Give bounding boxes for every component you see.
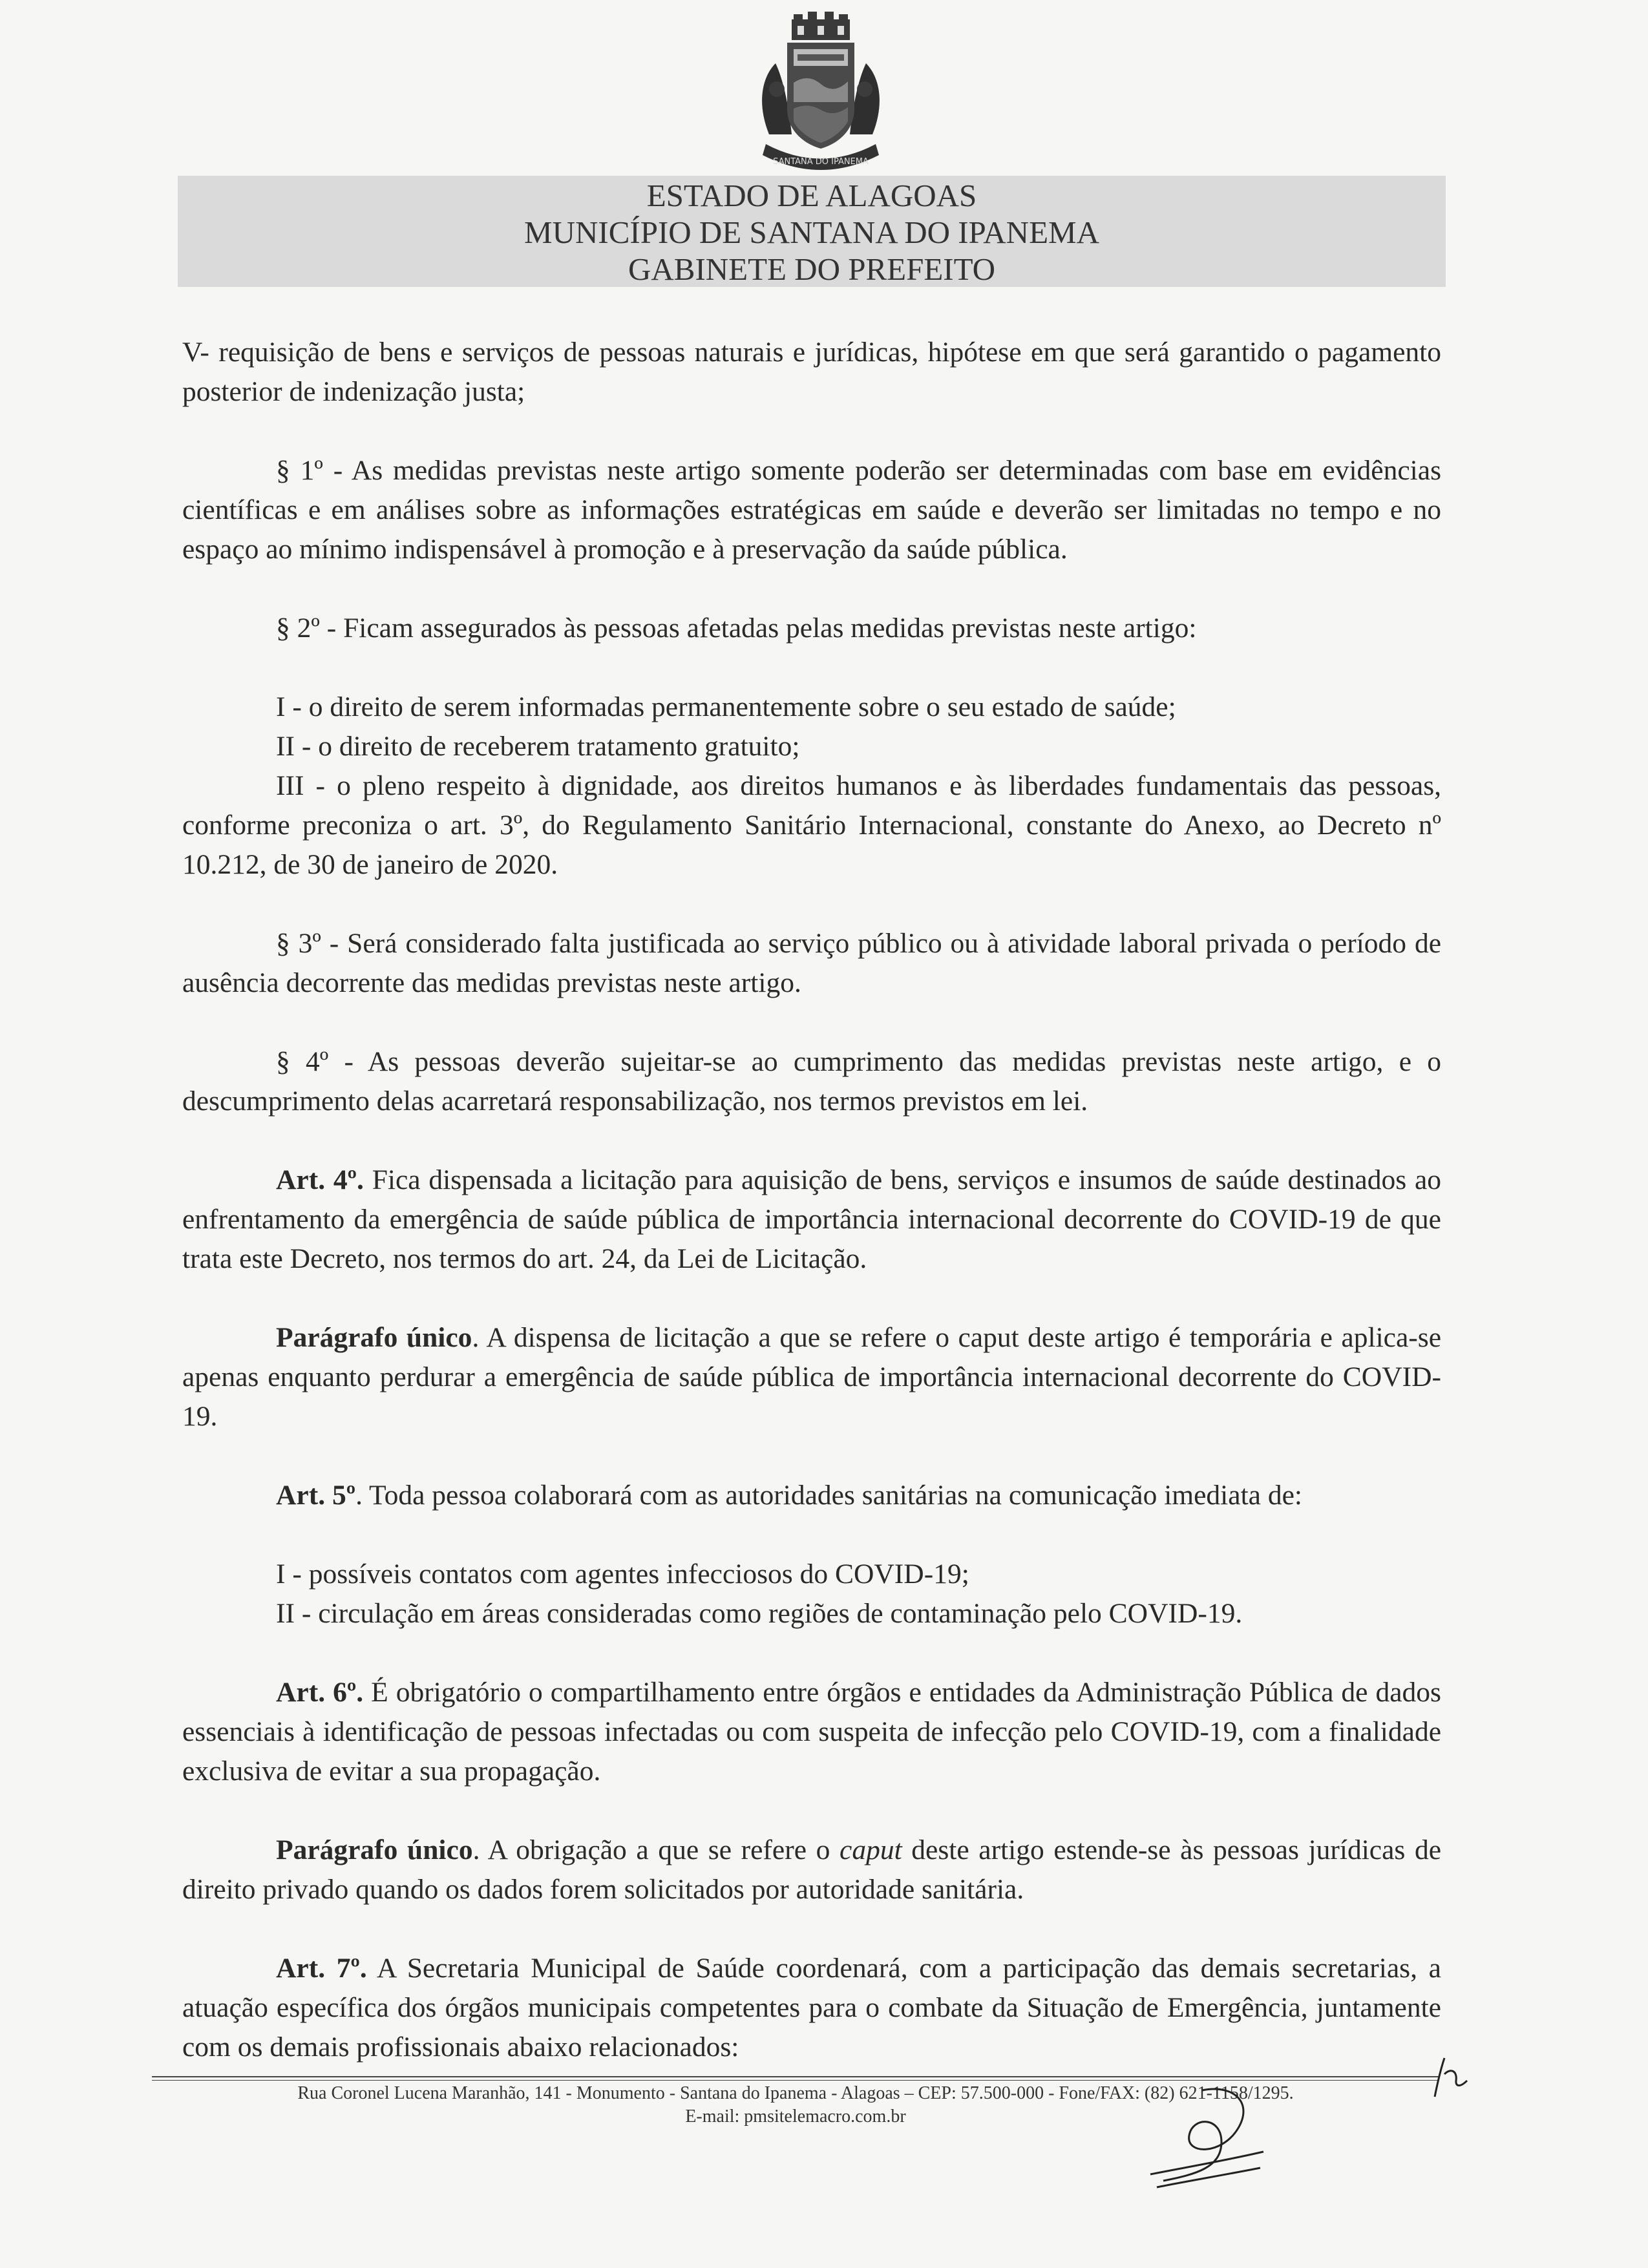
- paragraph-2: § 2º - Ficam assegurados às pessoas afetadas pelas medidas previstas neste artigo:: [276, 613, 1197, 644]
- article-6: [182, 1673, 1441, 1791]
- paragraph-2-item-i: I - o direito de serem informadas permanentemente sobre o seu estado de saúde;: [276, 691, 1176, 722]
- article-7-text: A Secretaria Municipal de Saúde coordenará, com a participação das demais secretarias, a atuação específica dos órgãos municipais competentes para o combate da Situação de Emergência, juntamente com os demais profissionais abaixo relacionados:: [182, 1953, 1441, 2063]
- state-name: ESTADO DE ALAGOAS: [646, 178, 977, 213]
- article-6-label: Art. 6º.: [276, 1677, 364, 1708]
- article-4-sole-paragraph: [182, 1318, 1441, 1436]
- sole-paragraph-text: . A dispensa de licitação a que se refere o caput deste artigo é temporária e aplica-se apenas enquanto perdurar a emergência de saúde pública de importância internacional decorrente do COVID-19.: [182, 1322, 1441, 1432]
- letterhead-band: [178, 176, 1446, 287]
- initials-mark: [1425, 2052, 1483, 2103]
- svg-text:SANTANA DO IPANEMA: SANTANA DO IPANEMA: [773, 157, 869, 167]
- article-6-text: É obrigatório o compartilhamento entre órgãos e entidades da Administração Pública de dados essenciais à identificação de pessoas infectadas ou com suspeita de infecção pelo COVID-19, com a finalidade exclusiva de evitar a sua propagação.: [182, 1677, 1441, 1787]
- sole-paragraph-label: Parágrafo único: [276, 1834, 473, 1865]
- sole-paragraph-label: Parágrafo único: [276, 1322, 472, 1353]
- article-4-text: Fica dispensada a licitação para aquisição de bens, serviços e insumos de saúde destinados ao enfrentamento da emergência de saúde pública de importância internacional decorrente do COVID-19 de que trata este Decreto, nos termos do art. 24, da Lei de Licitação.: [182, 1164, 1441, 1274]
- sole-paragraph-text: . A obrigação a que se refere o: [472, 1834, 840, 1865]
- article-5-text: . Toda pessoa colaborará com as autoridades sanitárias na comunicação imediata de:: [355, 1480, 1302, 1511]
- article-4-label: Art. 4º.: [276, 1164, 364, 1195]
- document-body: [182, 333, 1441, 2067]
- item-v: V- requisição de bens e serviços de pessoas naturais e jurídicas, hipótese em que será garantido o pagamento posterior de indenização justa;: [182, 337, 1441, 407]
- sole-paragraph-text-end: deste artigo estende-se às pessoas jurídicas de direito privado quando os dados forem solicitados por autoridade sanitária.: [182, 1834, 1442, 1905]
- municipality-name: MUNICÍPIO DE SANTANA DO IPANEMA: [524, 215, 1099, 250]
- article-4: [182, 1160, 1441, 1279]
- article-5-item-ii: II - circulação em áreas consideradas como regiões de contaminação pelo COVID-19.: [276, 1598, 1243, 1629]
- article-7-label: Art. 7º.: [276, 1953, 367, 1984]
- handwritten-signature: [1125, 2077, 1273, 2194]
- footer-email: E-mail: pmsitelemacro.com.br: [685, 2106, 906, 2126]
- paragraph-4: § 4º - As pessoas deverão sujeitar-se ao cumprimento das medidas previstas neste artigo, e o descumprimento delas acarretará responsabilização, nos termos previstos em lei.: [182, 1046, 1441, 1117]
- office-name: GABINETE DO PREFEITO: [628, 251, 996, 287]
- paragraph-3: § 3º - Será considerado falta justificada ao serviço público ou à atividade laboral privada o período de ausência decorrente das medidas previstas neste artigo.: [182, 928, 1441, 998]
- article-6-sole-paragraph: [182, 1831, 1441, 1909]
- article-5-item-i: I - possíveis contatos com agentes infecciosos do COVID-19;: [276, 1559, 969, 1590]
- paragraph-2-item-iii: III - o pleno respeito à dignidade, aos direitos humanos e às liberdades fundamentais das pessoas, conforme preconiza o art. 3º, do Regulamento Sanitário Internacional, constante do Anexo, ao Decreto nº 10.212, de 30 de janeiro de 2020.: [182, 770, 1441, 880]
- article-5-label: Art. 5º: [276, 1480, 356, 1511]
- caput-term: caput: [840, 1834, 902, 1865]
- paragraph-1: § 1º - As medidas previstas neste artigo somente poderão ser determinadas com base em evidências científicas e em análises sobre as informações estratégicas em saúde e deverão ser limitadas no tempo e no espaço ao mínimo indispensável à promoção e à preservação da saúde pública.: [182, 455, 1441, 565]
- article-7: [182, 1949, 1441, 2067]
- article-5: [182, 1476, 1441, 1515]
- paragraph-2-item-ii: II - o direito de receberem tratamento gratuito;: [276, 731, 800, 762]
- municipal-coat-of-arms: [730, 12, 911, 180]
- footer-address: Rua Coronel Lucena Maranhão, 141 - Monumento - Santana do Ipanema - Alagoas – CEP: 57.500-000 - Fone/FAX: (82) 621-1158/1295.: [297, 2083, 1294, 2103]
